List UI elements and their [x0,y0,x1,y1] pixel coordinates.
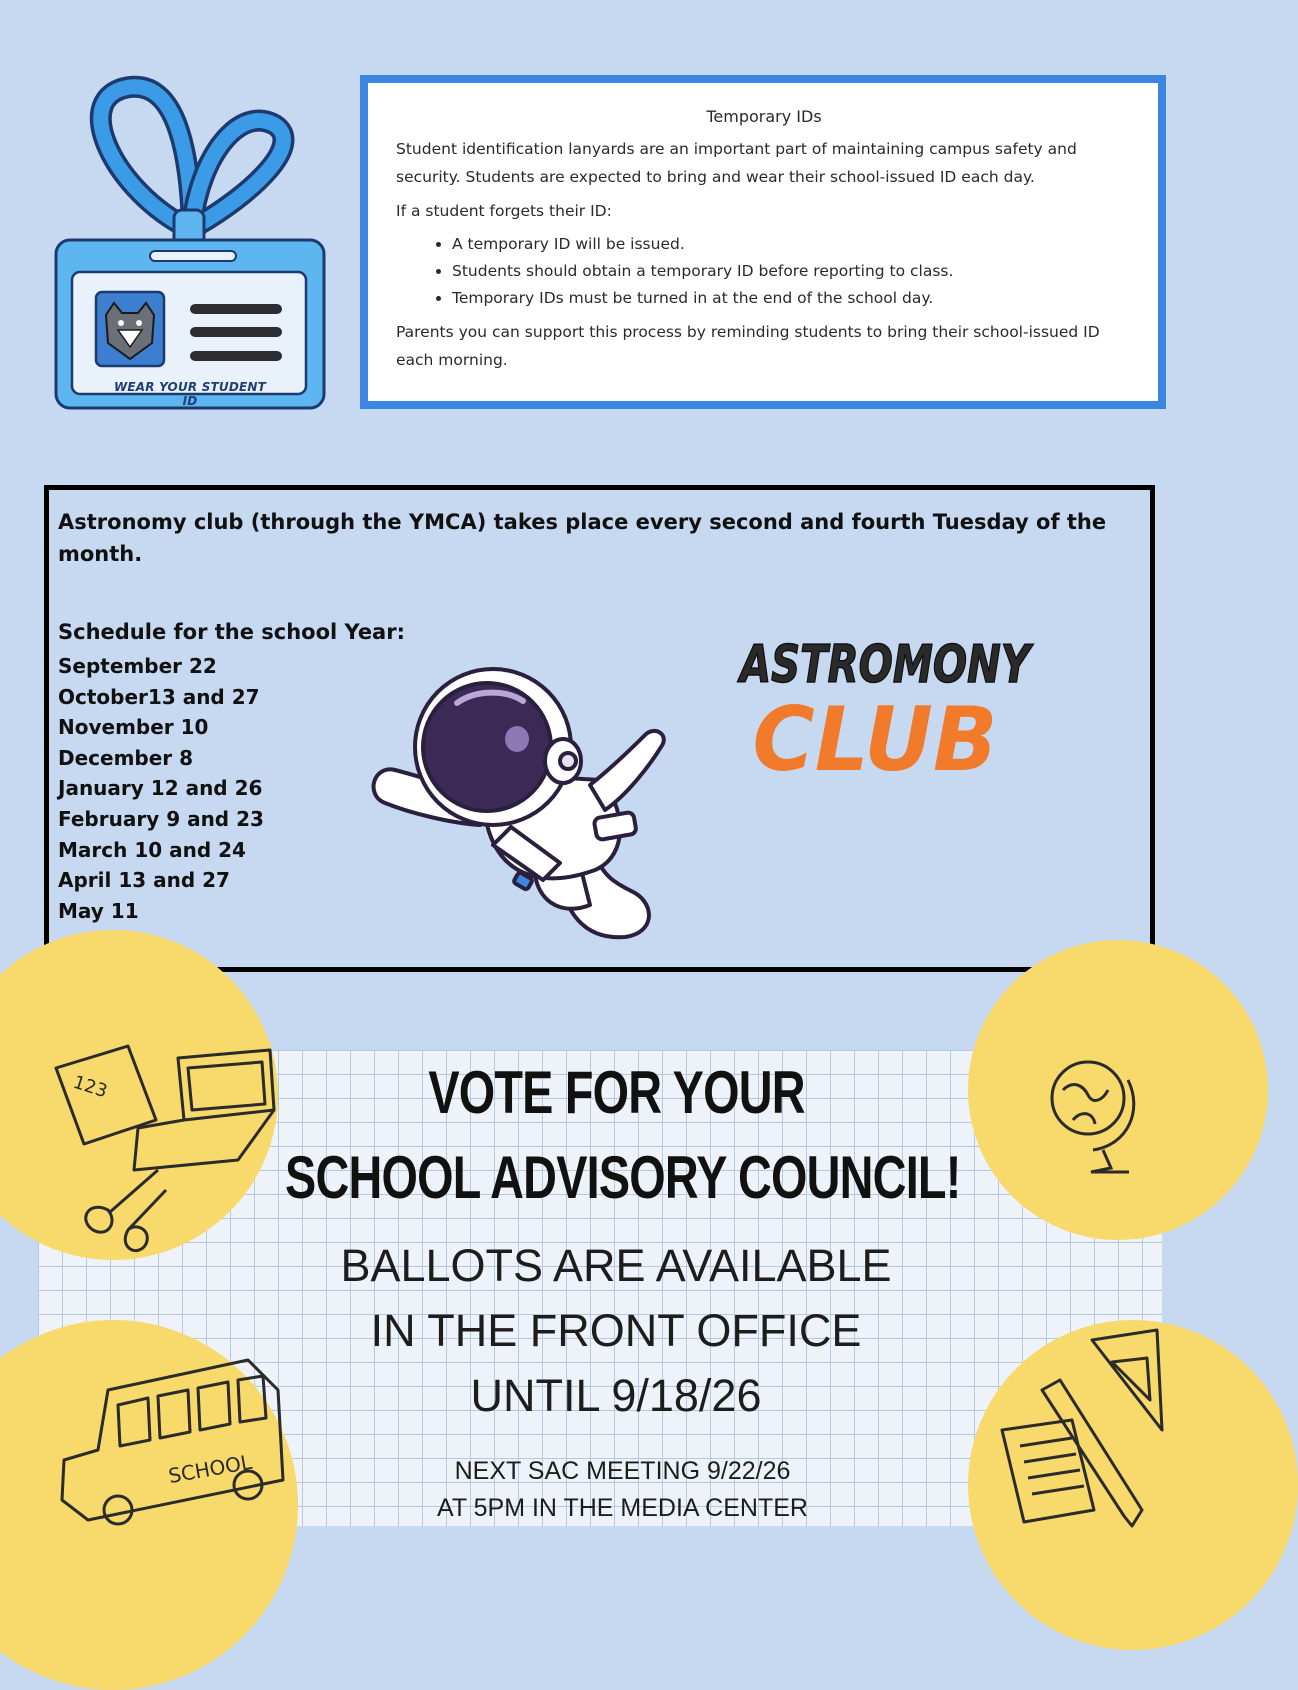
temporary-ids-bullets [396,231,1132,312]
logo-line-1: ASTROMONY [736,635,1035,695]
schedule-date: February 9 and 23 [58,806,264,831]
schedule-date: January 12 and 26 [58,776,263,801]
temporary-ids-title: Temporary IDs [706,107,822,126]
badge-caption: WEAR YOUR STUDENT ID [113,380,267,408]
calculator-text: 123 [70,1071,110,1103]
schedule-date: October13 and 27 [58,684,260,709]
sac-title-line-2: SCHOOL ADVISORY COUNCIL! [285,1144,961,1211]
bus-text: SCHOOL [166,1449,254,1489]
ballots-line-1: BALLOTS ARE AVAILABLE [340,1240,892,1291]
schedule-date: December 8 [58,745,194,770]
schedule-list [58,651,264,926]
logo-line-2: CLUB [752,688,998,791]
meeting-line-2: AT 5PM IN THE MEDIA CENTER [437,1494,808,1522]
astronomy-club-logo [725,620,1045,790]
lanyard-id-badge-icon [50,75,330,415]
temporary-ids-paragraph-3: Parents you can support this process by reminding students to bring their school-issued ID each morning. [396,323,1100,369]
list-item: • A temporary ID will be issued. [452,231,1132,258]
astronomy-intro: Astronomy club (through the YMCA) takes place every second and fourth Tuesday of the month. [58,510,1107,566]
temporary-ids-notice [360,75,1166,409]
schedule-date: November 10 [58,715,209,740]
list-item: • Temporary IDs must be turned in at the end of the school day. [452,285,1132,312]
schedule-title: Schedule for the school Year: [58,620,405,644]
temporary-ids-paragraph-2: If a student forgets their ID: [396,202,612,220]
ballots-line-3: UNTIL 9/18/26 [470,1370,762,1421]
ballots-line-2: IN THE FRONT OFFICE [370,1305,862,1356]
astronaut-icon [365,665,700,950]
meeting-line-1: NEXT SAC MEETING 9/22/26 [454,1457,791,1485]
schedule-date: March 10 and 24 [58,837,246,862]
schedule-date: April 13 and 27 [58,868,230,893]
schedule-date: September 22 [58,654,217,678]
list-item: • Students should obtain a temporary ID before reporting to class. [452,258,1132,285]
temporary-ids-paragraph-1: Student identification lanyards are an important part of maintaining campus safety and security. Students are expected to bring and wear their school-issued ID each day. [396,140,1077,186]
sac-title-line-1: VOTE FOR YOUR [428,1059,805,1126]
schedule-date: May 11 [58,898,139,923]
